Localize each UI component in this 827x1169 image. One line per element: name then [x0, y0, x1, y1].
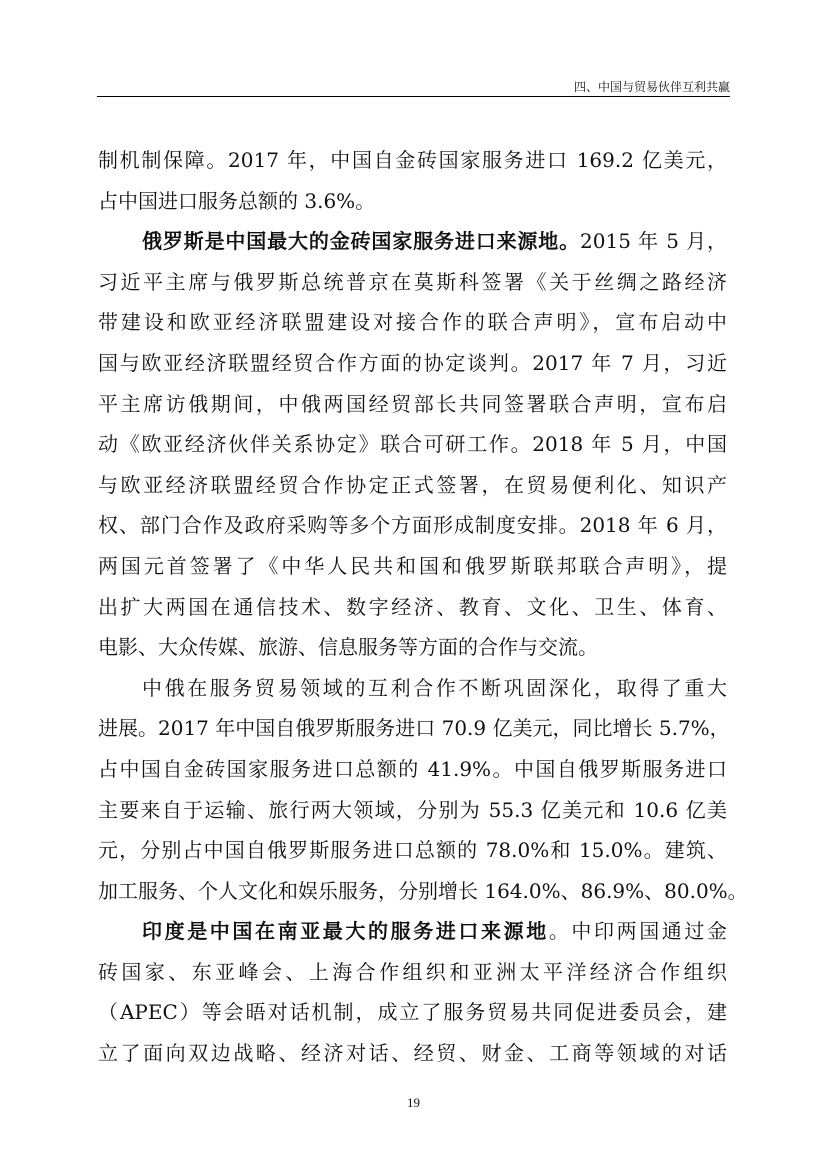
line-text: 加工服务、个人文化和娱乐服务，分别增长 164.0%、86.9%、80.0%。: [98, 878, 748, 903]
line-text: 平主席访俄期间，中俄两国经贸部长共同签署联合声明，宣布启: [98, 391, 727, 416]
line-text: 占中国进口服务总额的 3.6%。: [98, 188, 376, 213]
line-text: 两国元首签署了《中华人民共和国和俄罗斯联邦联合声明》，提: [98, 553, 727, 578]
line-text: 主要来自于运输、旅行两大领域，分别为 55.3 亿美元和 10.6 亿美: [98, 797, 727, 822]
line-text: （APEC）等会晤对话机制，成立了服务贸易共同促进委员会，建: [98, 1000, 727, 1025]
line-text: 动《欧亚经济伙伴关系协定》联合可研工作。2018 年 5 月，中国: [98, 432, 727, 457]
line-text: 立了面向双边战略、经济对话、经贸、财金、工商等领域的对话: [98, 1041, 727, 1066]
text-line: [98, 388, 727, 429]
text-line: [98, 144, 727, 185]
text-line: [98, 915, 727, 956]
line-text: 出扩大两国在通信技术、数字经济、教育、文化、卫生、体育、: [98, 594, 727, 619]
bold-lead-sentence: 印度是中国在南亚最大的服务进口来源地: [142, 919, 549, 944]
bold-lead-sentence: 俄罗斯是中国最大的金砖国家服务进口来源地。: [142, 229, 581, 254]
body-text: [98, 144, 748, 1078]
text-line: [98, 672, 727, 713]
page-number: 19: [407, 1095, 420, 1110]
text-line: [98, 428, 727, 469]
text-line: [98, 875, 748, 916]
line-text: 中俄在服务贸易领域的互利合作不断巩固深化，取得了重大: [142, 675, 727, 700]
text-line: [98, 225, 727, 266]
text-line: [98, 550, 727, 591]
line-text: 2015 年 5 月，: [580, 229, 727, 254]
line-text: 与欧亚经济联盟经贸合作协定正式签署，在贸易便利化、知识产: [98, 472, 727, 497]
line-text: 权、部门合作及政府采购等多个方面形成制度安排。2018 年 6 月，: [98, 513, 727, 538]
line-text: 占中国自金砖国家服务进口总额的 41.9%。中国自俄罗斯服务进口: [98, 756, 727, 781]
text-line: [98, 185, 727, 226]
line-text: 国与欧亚经济联盟经贸合作方面的协定谈判。2017 年 7 月，习近: [98, 350, 727, 375]
line-text: 习近平主席与俄罗斯总统普京在莫斯科签署《关于丝绸之路经济: [98, 269, 727, 294]
line-text: 电影、大众传媒、旅游、信息服务等方面的合作与交流。: [98, 635, 598, 660]
text-line: [98, 956, 727, 997]
text-line: [98, 469, 727, 510]
line-text: 带建设和欧亚经济联盟建设对接合作的联合声明》，宣布启动中: [98, 310, 727, 335]
text-line: [98, 306, 727, 347]
line-text: 砖国家、东亚峰会、上海合作组织和亚洲太平洋经济合作组织: [98, 959, 727, 984]
running-header: 四、中国与贸易伙伴互利共赢: [573, 80, 730, 94]
text-line: [98, 753, 727, 794]
text-line: [98, 794, 727, 835]
line-text: 元，分别占中国自俄罗斯服务进口总额的 78.0%和 15.0%。建筑、: [98, 838, 727, 863]
text-line: [98, 347, 727, 388]
line-text: 进展。2017 年中国自俄罗斯服务进口 70.9 亿美元，同比增长 5.7%，: [98, 716, 730, 741]
text-line: [98, 631, 727, 672]
text-line: [98, 591, 727, 632]
text-line: [98, 712, 730, 753]
text-line: [98, 834, 727, 875]
line-text: 制机制保障。2017 年，中国自金砖国家服务进口 169.2 亿美元，: [98, 148, 727, 172]
text-line: [98, 509, 727, 550]
header-rule: [97, 96, 730, 97]
text-line: [98, 996, 727, 1037]
line-text: 。中印两国通过金: [548, 919, 728, 944]
text-line: [98, 1037, 727, 1078]
text-line: [98, 266, 727, 307]
